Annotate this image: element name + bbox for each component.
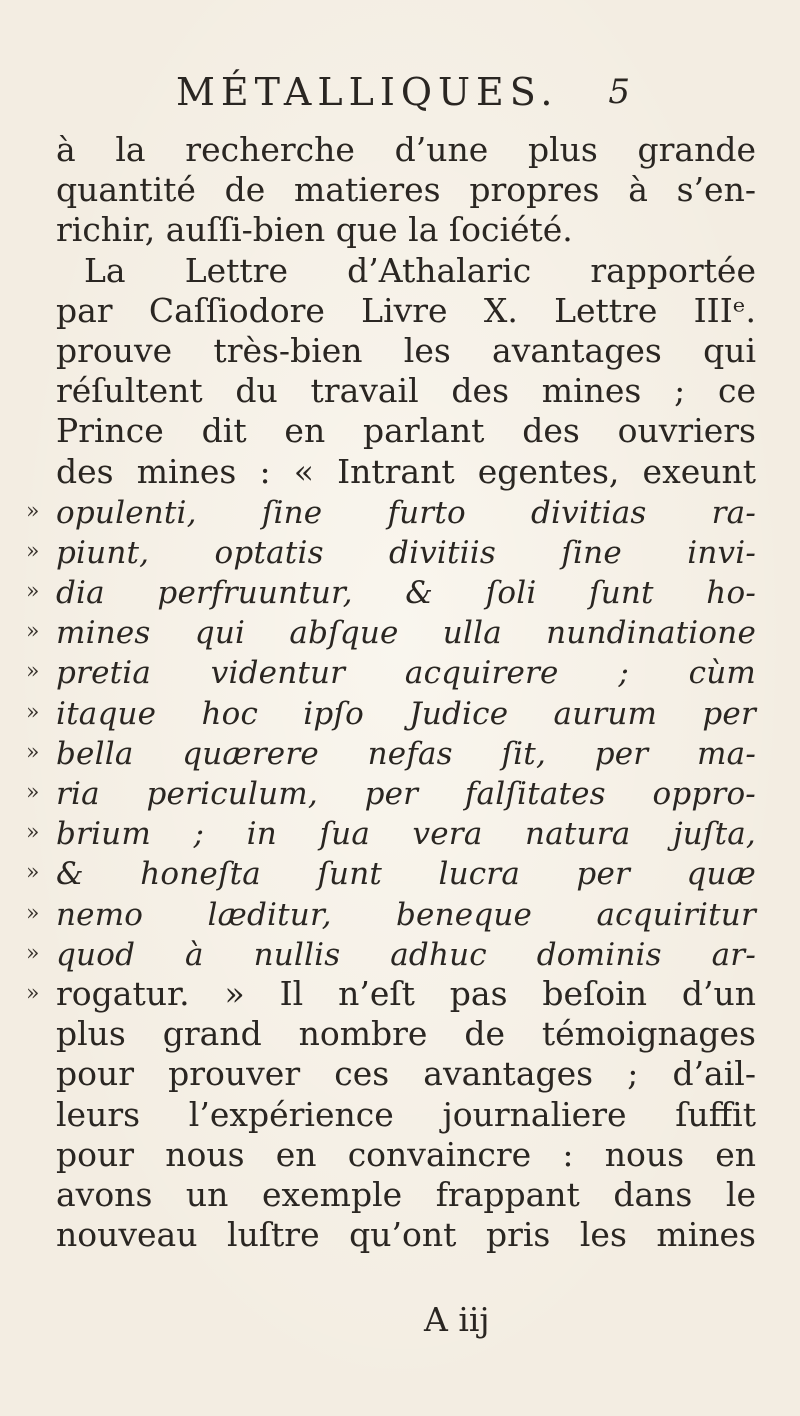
line-text: bella quærere nefas ſit, per ma- xyxy=(56,735,756,772)
quote-mark: » xyxy=(26,780,40,805)
line-text: richir, auſſi-bien que la ſociété. xyxy=(56,210,573,250)
text-line xyxy=(56,1054,756,1094)
quote-mark: » xyxy=(26,820,40,846)
quote-mark: » xyxy=(26,900,40,926)
text-line xyxy=(26,572,756,612)
line-text: itaque hoc ipſo Judice aurum per xyxy=(56,695,756,732)
line-text: à la recherche d’une plus grande xyxy=(56,130,756,169)
text-line xyxy=(56,1095,756,1135)
quote-mark: » xyxy=(26,699,40,725)
text-line xyxy=(26,894,756,934)
text-line xyxy=(26,813,756,853)
line-text: quod à nullis adhuc dominis ar- xyxy=(56,936,756,973)
line-text: avons un exemple frappant dans le xyxy=(56,1174,756,1214)
line-text: Prince dit en parlant des ouvriers xyxy=(56,411,756,451)
signature-mark: A iij xyxy=(424,1300,490,1339)
text-line xyxy=(56,331,756,371)
page-number: 5 xyxy=(608,72,630,112)
quote-mark: » xyxy=(26,498,40,524)
line-text: par Caſſiodore Livre X. Lettre IIIᵉ. xyxy=(56,290,756,330)
text-line xyxy=(26,693,756,733)
text-line xyxy=(56,371,756,411)
line-text: des mines : « Intrant egentes, exeunt xyxy=(56,451,756,491)
quote-mark: » xyxy=(26,538,40,564)
text-line xyxy=(56,452,756,492)
text-line xyxy=(56,130,756,170)
text-line xyxy=(26,612,756,652)
text-line xyxy=(26,492,756,532)
page-header xyxy=(140,66,640,122)
text-line xyxy=(26,773,756,813)
text-line xyxy=(56,251,756,291)
text-line xyxy=(56,210,756,250)
quote-mark: » xyxy=(26,579,40,605)
line-text: pour prouver ces avantages ; d’ail- xyxy=(56,1054,756,1094)
text-line xyxy=(56,1135,756,1175)
quote-mark: » xyxy=(26,980,40,1006)
line-text: nemo læditur, beneque acquiritur xyxy=(56,896,756,933)
line-text: quantité de matieres propres à s’en- xyxy=(56,170,756,210)
text-line xyxy=(56,170,756,210)
text-line xyxy=(26,733,756,773)
line-text: pretia videntur acquirere ; cùm xyxy=(56,655,756,692)
text-line xyxy=(26,652,756,692)
body-text xyxy=(26,130,756,1255)
text-line xyxy=(56,1175,756,1215)
line-text: & honeſta ſunt lucra per quæ xyxy=(56,856,756,893)
text-line xyxy=(26,934,756,974)
line-text: nouveau luſtre qu’ont pris les mines xyxy=(56,1215,756,1255)
line-text: brium ; in ſua vera natura juſta, xyxy=(56,816,756,853)
quote-mark: » xyxy=(26,739,40,765)
line-text: rogatur. » Il n’eſt pas beſoin d’un xyxy=(56,973,756,1013)
text-line xyxy=(56,411,756,451)
line-text: leurs l’expérience journaliere ſuffit xyxy=(56,1094,756,1134)
line-text: dia perfruuntur, & ſoli ſunt ho- xyxy=(56,575,756,612)
line-text: opulenti, ſine furto divitias ra- xyxy=(56,494,756,531)
text-line xyxy=(26,532,756,572)
line-text: piunt, optatis divitiis ſine invi- xyxy=(56,534,756,571)
text-line xyxy=(26,853,756,893)
running-head: MÉTALLIQUES. xyxy=(176,70,559,114)
line-text: ria periculum, per falſitates oppro- xyxy=(56,776,756,812)
line-text: prouve très-bien les avantages qui xyxy=(56,330,756,370)
line-text: réſultent du travail des mines ; ce xyxy=(56,371,756,411)
line-text: plus grand nombre de témoignages xyxy=(56,1014,756,1054)
line-text: pour nous en convaincre : nous en xyxy=(56,1134,756,1174)
quote-mark: » xyxy=(26,659,40,685)
quote-mark: » xyxy=(26,619,40,645)
text-line xyxy=(56,1215,756,1255)
text-line xyxy=(26,973,756,1014)
text-line xyxy=(56,291,756,331)
line-text: La Lettre d’Athalaric rapportée xyxy=(84,250,756,290)
quote-mark: » xyxy=(26,940,40,966)
text-line xyxy=(56,1014,756,1054)
quote-mark: » xyxy=(26,860,40,886)
line-text: mines qui abſque ulla nundinatione xyxy=(56,615,756,652)
